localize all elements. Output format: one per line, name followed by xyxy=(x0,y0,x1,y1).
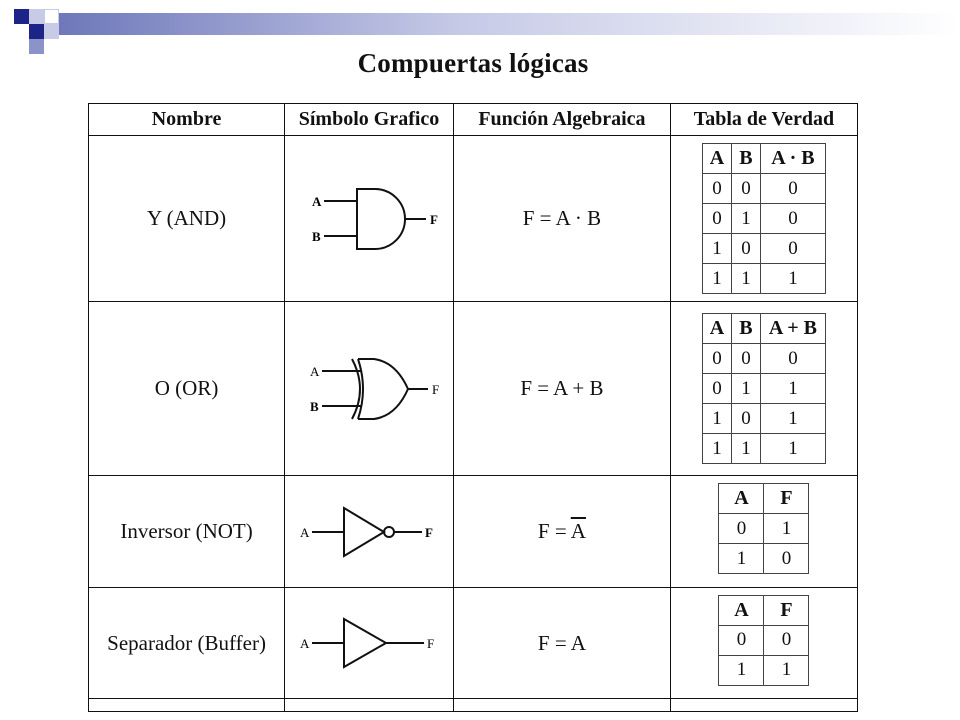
truth-table-cell xyxy=(670,302,857,476)
tt-cell: 0 xyxy=(731,344,760,374)
tt-cell: 0 xyxy=(760,174,825,204)
function-prefix: F = xyxy=(537,519,571,543)
tt-cell: 1 xyxy=(764,514,809,544)
tt-cell: 1 xyxy=(702,234,731,264)
gate-name: Inversor (NOT) xyxy=(89,476,285,588)
tt-header: F xyxy=(764,484,809,514)
tt-header: B xyxy=(731,314,760,344)
tt-cell: 0 xyxy=(719,625,764,655)
output-f-label: F xyxy=(427,636,435,651)
tt-cell: 0 xyxy=(764,544,809,574)
gate-function xyxy=(453,476,670,588)
table-row xyxy=(89,136,858,302)
table-row-partial xyxy=(89,699,858,712)
or-gate-symbol xyxy=(285,302,454,476)
truth-table-cell xyxy=(670,476,857,588)
tt-cell: 1 xyxy=(764,655,809,685)
and-gate-icon xyxy=(294,184,444,254)
gate-function: F = A + B xyxy=(453,302,670,476)
input-a-label: A xyxy=(300,636,310,651)
tt-cell: 0 xyxy=(760,344,825,374)
input-a-label: A xyxy=(300,524,310,540)
tt-cell: 1 xyxy=(760,434,825,464)
header-name: Nombre xyxy=(89,104,285,136)
tt-cell: 1 xyxy=(760,404,825,434)
table-row xyxy=(89,588,858,699)
header-symbol: Símbolo Grafico xyxy=(285,104,454,136)
table-header-row xyxy=(89,104,858,136)
tt-cell: 0 xyxy=(702,204,731,234)
buffer-gate-symbol xyxy=(285,588,454,699)
not-gate-symbol xyxy=(285,476,454,588)
not-gate-icon xyxy=(294,504,444,560)
tt-cell: 1 xyxy=(731,204,760,234)
gate-function: F = A xyxy=(453,588,670,699)
tt-cell: 1 xyxy=(760,264,825,294)
truth-table-buffer xyxy=(718,595,809,686)
input-a-label: A xyxy=(310,363,320,379)
table-row xyxy=(89,302,858,476)
tt-cell: 0 xyxy=(764,625,809,655)
tt-cell: 0 xyxy=(702,374,731,404)
input-a-label: A xyxy=(312,193,322,209)
truth-table-not xyxy=(718,483,809,574)
decor-square xyxy=(14,9,29,24)
tt-cell: 0 xyxy=(731,234,760,264)
truth-table-cell xyxy=(670,588,857,699)
tt-cell: 0 xyxy=(719,514,764,544)
tt-cell: 1 xyxy=(702,434,731,464)
tt-header: A xyxy=(719,595,764,625)
truth-table-or xyxy=(702,313,826,464)
input-b-label: B xyxy=(310,398,319,414)
tt-cell: 1 xyxy=(731,374,760,404)
tt-cell: 1 xyxy=(731,264,760,294)
tt-header: A + B xyxy=(760,314,825,344)
tt-header: B xyxy=(731,144,760,174)
gate-name: Y (AND) xyxy=(89,136,285,302)
output-f-label: F xyxy=(432,381,440,397)
tt-header: A · B xyxy=(760,144,825,174)
tt-header: A xyxy=(702,144,731,174)
tt-cell: 1 xyxy=(719,544,764,574)
tt-cell: 1 xyxy=(702,404,731,434)
gate-function: F = A · B xyxy=(453,136,670,302)
tt-cell: 0 xyxy=(702,174,731,204)
page-title: Compuertas lógicas xyxy=(357,48,589,78)
tt-cell: 0 xyxy=(731,174,760,204)
gate-name: O (OR) xyxy=(89,302,285,476)
logic-gates-table xyxy=(88,103,858,712)
decor-square xyxy=(44,24,59,39)
and-gate-symbol xyxy=(285,136,454,302)
tt-cell: 1 xyxy=(719,655,764,685)
tt-cell: 0 xyxy=(702,344,731,374)
gate-name: Separador (Buffer) xyxy=(89,588,285,699)
truth-table-cell xyxy=(670,136,857,302)
table-row xyxy=(89,476,858,588)
output-f-label: F xyxy=(430,211,438,227)
tt-header: F xyxy=(764,595,809,625)
tt-header: A xyxy=(719,484,764,514)
input-b-label: B xyxy=(312,228,321,244)
header-function: Función Algebraica xyxy=(453,104,670,136)
output-f-label: F xyxy=(425,524,433,540)
function-negated-var: $\overline{A}$ xyxy=(570,519,586,543)
truth-table-and xyxy=(702,143,826,294)
tt-cell: 1 xyxy=(760,374,825,404)
decor-square xyxy=(29,24,44,39)
tt-cell: 0 xyxy=(731,404,760,434)
tt-cell: 0 xyxy=(760,234,825,264)
tt-cell: 1 xyxy=(702,264,731,294)
tt-cell: 0 xyxy=(760,204,825,234)
buffer-gate-icon xyxy=(294,615,444,671)
header-decoration-bar xyxy=(40,13,960,35)
decor-square xyxy=(44,9,59,24)
header-truth-table: Tabla de Verdad xyxy=(670,104,857,136)
tt-cell: 1 xyxy=(731,434,760,464)
tt-header: A xyxy=(702,314,731,344)
decor-square xyxy=(29,9,44,24)
or-gate-icon xyxy=(294,354,444,424)
